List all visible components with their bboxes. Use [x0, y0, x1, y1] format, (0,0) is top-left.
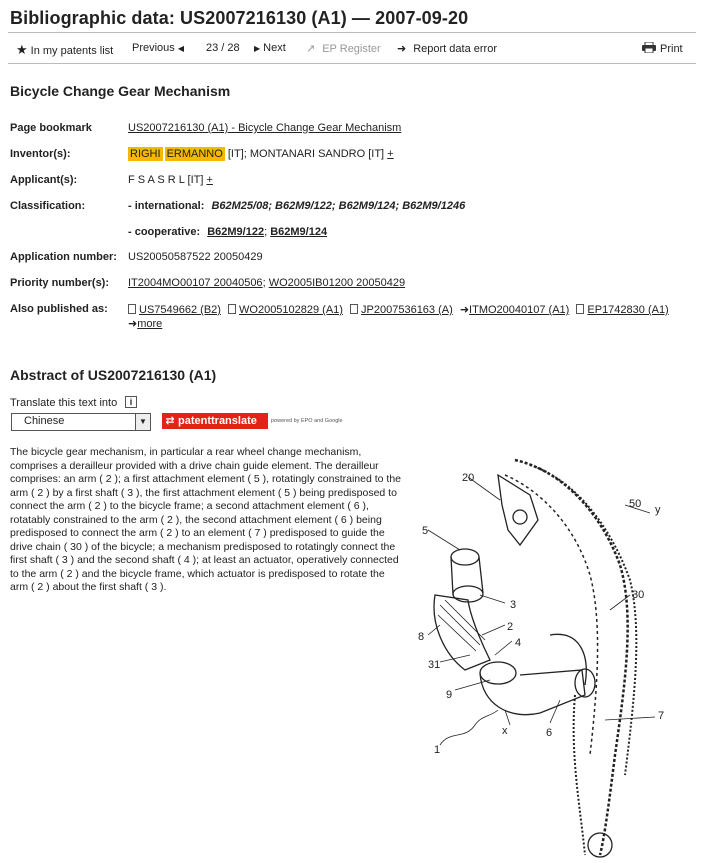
arrow-up-right-icon: ↗ [306, 43, 316, 55]
info-icon[interactable]: i [125, 396, 137, 408]
also-published-label: Also published as: [10, 303, 108, 315]
page-title: Bibliographic data: US2007216130 (A1) — 2007-09-20 [10, 8, 469, 28]
also-link: ITMO20040107 (A1) [469, 304, 570, 316]
patent-drawing [410, 455, 700, 860]
arrow-right-icon: ➜ [397, 43, 407, 55]
international-value: B62M25/08; B62M9/122; B62M9/124; B62M9/1246 [211, 200, 466, 212]
inventor-label: Inventor(s): [10, 148, 71, 160]
figure-label: 5 [422, 525, 429, 537]
inventor-highlight-1: RIGHI [130, 148, 161, 160]
figure-label: y [655, 504, 661, 516]
applicant-value: F S A S R L [IT] [128, 174, 204, 186]
previous-label: Previous [132, 42, 175, 54]
ep-register-link[interactable] [306, 42, 381, 55]
inventor-expand-link[interactable]: + [387, 148, 394, 160]
abstract-title: Abstract of US2007216130 (A1) [10, 367, 217, 383]
figure-label: 8 [418, 631, 425, 643]
arrow-right-icon: ➜ [459, 304, 470, 316]
print-label: Print [660, 43, 683, 55]
classification-label: Classification: [10, 200, 86, 212]
cooperative-label: - cooperative: [128, 226, 201, 238]
figure-label: 7 [658, 710, 665, 722]
also-link: EP1742830 (A1) [587, 304, 669, 316]
applicant-expand-link[interactable]: + [206, 174, 213, 186]
arrow-left-icon: ◀ [177, 44, 185, 53]
figure-label: 4 [515, 637, 522, 649]
arrow-right-icon: ➜ [128, 318, 138, 330]
translate-logo-icon: ⇄ [165, 415, 175, 427]
also-item[interactable] [350, 304, 453, 316]
also-link: US7549662 (B2) [139, 304, 221, 316]
print-button[interactable] [642, 42, 683, 55]
patent-translate-label: patenttranslate [178, 415, 257, 427]
figure-label: 2 [507, 621, 514, 633]
figure-label: 1 [434, 744, 441, 756]
bookmark-link[interactable]: US2007216130 (A1) - Bicycle Change Gear Mechanism [128, 122, 402, 134]
also-item[interactable] [576, 304, 668, 316]
figure-label: x [502, 725, 508, 737]
printer-icon [642, 42, 656, 53]
next-link[interactable] [254, 42, 286, 54]
document-title: Bicycle Change Gear Mechanism [10, 83, 231, 99]
document-icon [350, 304, 358, 314]
also-link: WO2005102829 (A1) [239, 304, 343, 316]
abstract-text: The bicycle gear mechanism, in particular a rear wheel change mechanism, comprises a derailleur provided with a drive chain guide element. The derailleur comprises: an arm ( 2 ); a first attachment element ( 5 ), rotatingly constrained to the arm ( 2 ) by a first shaft ( 3 ), the first attachment element ( 5 ) being predisposed to connect the arm ( 2 ) to the bicycle frame; a second attachment element ( 6 ), rotatably constrained to the arm ( 2 ), the second attachment element ( 6 ) being predisposed to connect the arm ( 2 ) to an element ( 7 ) predisposed to guide the drive chain ( 30 ) of the bicycle; a mechanism predisposed to rotatingly connect the first shaft ( 3 ) and the second shaft ( 4 ); at least an actuator, operatively connected to the arm ( 2 ) and the bicycle frame, which actuator is predisposed to rotate the arm ( 2 ) about the first shaft ( 3 ). [10, 446, 401, 593]
arrow-right-icon: ▶ [254, 44, 261, 53]
translate-label: Translate this text into [10, 397, 118, 409]
also-link: JP2007536163 (A) [361, 304, 453, 316]
figure-label: 31 [428, 659, 441, 671]
language-selected: Chinese [24, 415, 65, 427]
inventor-value: [IT]; MONTANARI SANDRO [IT] [227, 148, 385, 160]
also-item[interactable] [228, 304, 343, 316]
powered-by-text: powered by EPO and Google [271, 418, 343, 424]
document-icon [228, 304, 236, 314]
my-patents-label: In my patents list [30, 45, 114, 57]
my-patents-link[interactable] [16, 42, 113, 58]
figure-label: 30 [632, 589, 645, 601]
report-error-label: Report data error [413, 43, 497, 55]
inventor-highlight-2: ERMANNO [166, 148, 223, 160]
patent-translate-button[interactable] [162, 413, 268, 429]
toolbar [8, 32, 696, 64]
document-icon [576, 304, 584, 314]
cooperative-separator: ; [264, 226, 268, 238]
international-label: - international: [128, 200, 205, 212]
priority-link-2[interactable]: WO2005IB01200 20050429 [268, 277, 406, 289]
application-number-label: Application number: [10, 251, 117, 263]
more-label: more [137, 318, 163, 330]
application-number-value: US20050587522 20050429 [128, 251, 263, 263]
also-item[interactable] [128, 304, 221, 316]
page-position: 23 / 28 [206, 42, 240, 54]
cooperative-link-1[interactable]: B62M9/122 [207, 226, 265, 238]
previous-link[interactable] [132, 42, 187, 54]
also-item[interactable] [460, 304, 570, 316]
figure-label: 9 [446, 689, 453, 701]
bookmark-label: Page bookmark [10, 122, 92, 134]
figure-label: 6 [546, 727, 553, 739]
figure-label: 50 [629, 498, 642, 510]
chevron-down-icon: ▼ [135, 414, 150, 430]
document-icon [128, 304, 136, 314]
star-icon: ★ [16, 42, 28, 57]
ep-register-label: EP Register [322, 43, 381, 55]
figure-label: 3 [510, 599, 517, 611]
priority-label: Priority number(s): [10, 277, 110, 289]
next-label: Next [263, 42, 286, 54]
applicant-label: Applicant(s): [10, 174, 78, 186]
report-error-link[interactable] [397, 42, 497, 55]
priority-link-1[interactable]: IT2004MO00107 20040506 [128, 277, 263, 289]
more-link[interactable] [128, 317, 162, 330]
priority-separator: ; [262, 277, 266, 289]
language-select[interactable] [11, 413, 151, 431]
figure-label: 20 [462, 472, 475, 484]
cooperative-link-2[interactable]: B62M9/124 [270, 226, 328, 238]
